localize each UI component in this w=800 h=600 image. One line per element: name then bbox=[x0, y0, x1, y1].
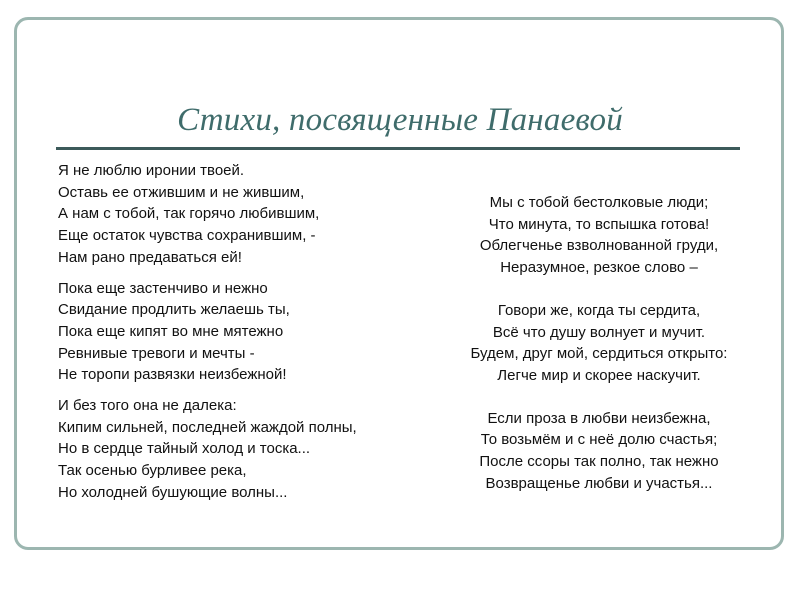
title-underline bbox=[56, 147, 740, 150]
poem-line: Легче мир и скорее наскучит. bbox=[497, 366, 701, 384]
left-poem-column bbox=[58, 160, 438, 504]
poem-line: А нам с тобой, так горячо любившим, bbox=[58, 205, 320, 223]
poem-line: После ссоры так полно, так нежно bbox=[479, 453, 719, 471]
poem-line: Я не люблю иронии твоей. bbox=[58, 162, 245, 179]
poem-line: Неразумное, резкое слово – bbox=[500, 259, 698, 277]
poem-line: Пока еще кипят во мне мятежно bbox=[58, 322, 284, 340]
poem-line: Будем, друг мой, сердиться открыто: bbox=[470, 345, 728, 363]
poem-line: Если проза в любви неизбежна, bbox=[487, 409, 711, 427]
poem-line: Кипим сильней, последней жаждой полны, bbox=[58, 418, 357, 436]
poem-line: Еще остаток чувства сохранившим, - bbox=[58, 227, 316, 245]
right-stanza-3 bbox=[440, 408, 758, 495]
left-stanza-2 bbox=[58, 278, 438, 387]
page-title: Стихи, посвященные Панаевой bbox=[177, 102, 623, 138]
poem-line: Оставь ее отжившим и не жившим, bbox=[58, 183, 305, 201]
poem-line: Но в сердце тайный холод и тоска... bbox=[58, 440, 311, 458]
poem-line: Свидание продлить желаешь ты, bbox=[58, 301, 290, 319]
right-stanza-2 bbox=[440, 300, 758, 387]
poem-line: То возьмём и с неё долю счастья; bbox=[480, 431, 718, 449]
poem-line: Нам рано предаваться ей! bbox=[58, 248, 242, 266]
poem-line: Облегченье взволнованной груди, bbox=[479, 237, 719, 255]
poem-line: Так осенью бурливее река, bbox=[58, 462, 247, 480]
right-stanza-1 bbox=[440, 192, 758, 279]
poem-line: Что минута, то вспышка готова! bbox=[488, 215, 710, 233]
poem-line: Ревнивые тревоги и мечты - bbox=[58, 344, 255, 362]
poem-line: Пока еще застенчиво и нежно bbox=[58, 279, 268, 297]
left-stanza-3 bbox=[58, 395, 438, 504]
right-poem-column bbox=[440, 192, 758, 494]
poem-line: Всё что душу волнует и мучит. bbox=[492, 323, 706, 341]
poem-line: И без того она не далека: bbox=[58, 397, 237, 415]
poem-line: Возвращенье любви и участья... bbox=[485, 474, 713, 492]
poem-line: Но холодней бушующие волны... bbox=[58, 483, 288, 501]
poem-line: Говори же, когда ты сердита, bbox=[497, 301, 701, 319]
poem-line: Не торопи развязки неизбежной! bbox=[58, 366, 287, 384]
poem-line: Мы с тобой бестолковые люди; bbox=[489, 194, 709, 211]
left-stanza-1 bbox=[58, 160, 438, 269]
